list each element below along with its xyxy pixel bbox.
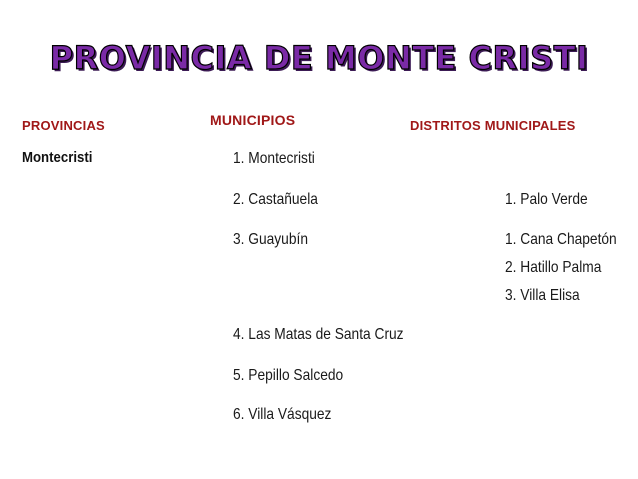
page-title: PROVINCIA DE MONTE CRISTI [49, 39, 589, 77]
header-distritos-municipales: DISTRITOS MUNICIPALES [410, 118, 576, 133]
municipio-item: 6. Villa Vásquez [233, 406, 332, 423]
header-municipios: MUNICIPIOS [210, 112, 296, 128]
distrito-item: 1. Palo Verde [505, 191, 588, 208]
province-name: Montecristi [22, 149, 93, 166]
distrito-item: 1. Cana Chapetón [505, 231, 617, 248]
municipio-item: 3. Guayubín [233, 231, 308, 248]
distrito-item: 3. Villa Elisa [505, 287, 580, 304]
distrito-item: 2. Hatillo Palma [505, 259, 602, 276]
header-provincias: PROVINCIAS [22, 118, 105, 133]
municipio-item: 1. Montecristi [233, 150, 315, 167]
municipio-item: 4. Las Matas de Santa Cruz [233, 326, 404, 343]
municipio-item: 2. Castañuela [233, 191, 318, 208]
municipio-item: 5. Pepillo Salcedo [233, 367, 344, 384]
